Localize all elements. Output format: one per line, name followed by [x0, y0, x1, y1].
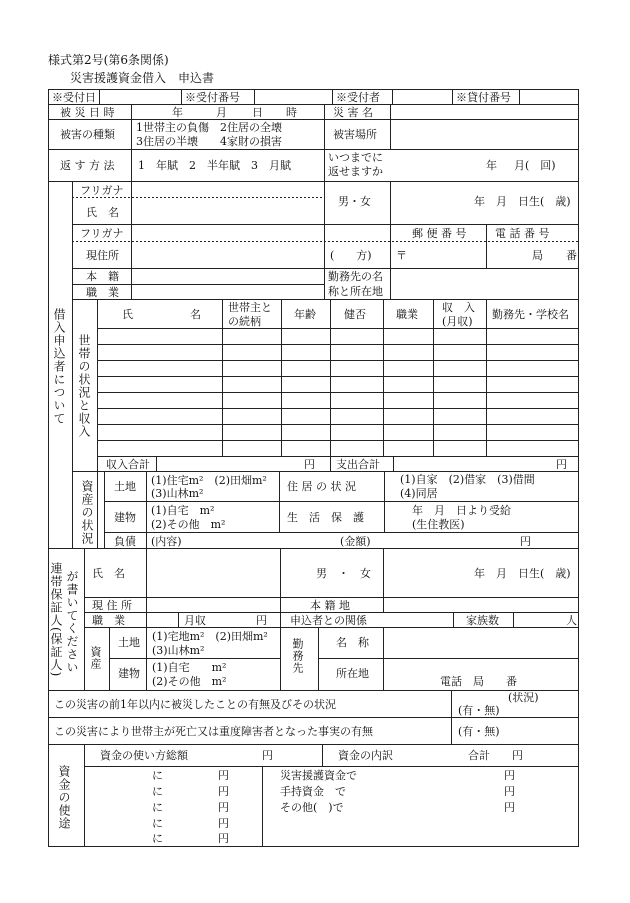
householder-death-answer: (有・無): [458, 725, 500, 738]
funds-source-other: その他( )で: [280, 801, 344, 814]
workplace-label-2: 称と所在地: [328, 285, 383, 298]
disaster-datetime-label: 被 災 日 時: [60, 106, 115, 119]
guarantor-land-label: 土地: [118, 636, 140, 649]
persons-unit: 人: [566, 614, 577, 627]
income-total-yen: 円: [304, 458, 315, 471]
guarantor-income-label: 月収: [184, 614, 206, 627]
funds-source-yen: 円: [504, 769, 515, 782]
building-options-2: (2)その他 m²: [151, 518, 226, 531]
damage-type-options-2: 3住居の半壊 4家財の損害: [136, 135, 282, 148]
domicile-label: 本 籍: [86, 270, 119, 283]
furigana-label: フリガナ: [80, 184, 124, 197]
sex-label: 男・女: [338, 195, 371, 208]
phone-number-label: 電 話 番 号: [495, 227, 550, 240]
occupation-label: 職 業: [86, 286, 119, 299]
funds-use-line: に 円: [152, 817, 229, 830]
repay-until-1: いつまでに: [328, 151, 383, 164]
birth-label: 年 月 日生( 歳): [474, 195, 571, 208]
col-income-2: (月収): [442, 315, 473, 328]
funds-use-line: に 円: [152, 769, 229, 782]
col-name-1: 氏: [122, 308, 133, 321]
col-workplace: 勤務先・学校名: [492, 308, 569, 321]
question-prior-disaster: この災害の前1年以内に被災したことの有無及びその状況: [54, 698, 336, 711]
name-label: 氏 名: [86, 206, 119, 219]
repayment-method-label: 返 す 方 法: [60, 159, 115, 172]
guarantor-section-label: 連帯保証人(保証人): [49, 562, 63, 678]
reception-date-label: ※受付日: [52, 91, 96, 104]
family-count-label: 家族数: [466, 614, 499, 627]
welfare-since: 年 月 日より受給: [412, 504, 511, 517]
housing-options-2: (4)同居: [400, 487, 438, 500]
address-label: 現住所: [86, 249, 119, 262]
guarantor-birth-label: 年 月 日生( 歳): [474, 567, 571, 580]
guarantor-address-label: 現 住 所: [92, 599, 132, 612]
guarantor-land-options-1: (1)宅地m² (2)田畑m²: [152, 630, 268, 643]
workplace-label-1: 勤務先の名: [328, 270, 383, 283]
debt-yen: 円: [520, 535, 531, 548]
workplace-location-label: 所在地: [336, 667, 369, 680]
funds-source-yen: 円: [504, 801, 515, 814]
guarantor-land-options-2: (3)山林m²: [152, 644, 205, 657]
furigana-label-2: フリガナ: [80, 227, 124, 240]
damage-type-options-1: 1世帯主の負傷 2住居の全壊: [136, 121, 282, 134]
form-number: 様式第2号(第6条関係): [48, 53, 169, 67]
exchange-unit: 局: [532, 249, 543, 262]
loan-number-label: ※貸付番号: [456, 91, 511, 104]
funds-breakdown-label: 資金の内訳: [338, 749, 393, 762]
expense-total-yen: 円: [556, 458, 567, 471]
number-unit: 番: [566, 249, 577, 262]
question-householder-death: この災害により世帯主が死亡又は重度障害者となった事実の有無: [54, 725, 373, 738]
prior-disaster-answer: (有・無): [458, 704, 500, 717]
col-name-2: 名: [190, 308, 201, 321]
land-options-2: (3)山林m²: [151, 487, 204, 500]
welfare-label: 生 活 保 護: [287, 511, 364, 524]
housing-label: 住 居 の 状 況: [287, 480, 356, 493]
funds-use-line: に 円: [152, 785, 229, 798]
funds-use-line: に 円: [152, 801, 229, 814]
guarantor-sex-label: 男 ・ 女: [316, 567, 371, 580]
expense-total-label: 支出合計: [336, 458, 380, 471]
applicant-section-label: 借入申込者について: [52, 308, 66, 425]
welfare-types: (生住教医): [412, 518, 465, 531]
funds-total-label: 資金の使い方総額: [100, 749, 188, 762]
col-income-1: 収 入: [442, 301, 475, 314]
damage-place-label: 被害場所: [333, 128, 377, 141]
reception-person-label: ※受付者: [336, 91, 380, 104]
guarantor-building-label: 建物: [118, 667, 140, 680]
guarantor-workplace-label: 勤務先: [291, 638, 304, 674]
guarantor-building-options-1: (1)自宅 m²: [152, 661, 227, 674]
relation-label: 申込者との関係: [290, 614, 367, 627]
guarantor-name-label: 氏 名: [92, 567, 125, 580]
postal-code-label: 郵 便 番 号: [412, 227, 467, 240]
funds-source-own: 手持資金 で: [280, 785, 346, 798]
land-label: 土地: [114, 480, 136, 493]
col-relation-1: 世帯主と: [228, 301, 272, 314]
prior-disaster-status: (状況): [508, 691, 539, 704]
postal-mark: 〒: [396, 249, 407, 262]
damage-type-label: 被害の種類: [60, 128, 115, 141]
direction-label: ( 方): [330, 249, 372, 262]
col-health: 健否: [344, 308, 366, 321]
reception-number-label: ※受付番号: [185, 91, 240, 104]
col-age: 年齢: [294, 308, 316, 321]
repay-times: 月( 回): [514, 159, 556, 172]
repay-year-unit: 年: [486, 159, 497, 172]
guarantor-assets-label: 資産: [89, 646, 102, 670]
guarantor-domicile-label: 本 籍 地: [310, 599, 350, 612]
land-options-1: (1)住宅m² (2)田畑m²: [151, 474, 267, 487]
building-options-1: (1)自宅 m²: [151, 504, 215, 517]
building-label: 建物: [114, 511, 136, 524]
debt-label: 負債: [114, 535, 136, 548]
debt-content-label: (内容): [151, 535, 182, 548]
guarantor-income-yen: 円: [256, 614, 267, 627]
household-section-label: 世帯の状況と収入: [77, 334, 91, 438]
guarantor-building-options-2: (2)その他 m²: [152, 675, 227, 688]
funds-sum: 合計 円: [468, 749, 523, 762]
funds-source-relief: 災害援護資金で: [280, 769, 357, 782]
repay-until-2: 返せますか: [328, 165, 383, 178]
funds-use-line: に 円: [152, 832, 229, 845]
col-job: 職業: [396, 308, 418, 321]
guarantor-section-note: が書いてください: [65, 570, 79, 674]
repayment-options: 1 年賦 2 半年賦 3 月賦: [138, 159, 291, 172]
disaster-name-label: 災 害 名: [333, 106, 373, 119]
income-total-label: 収入合計: [106, 458, 150, 471]
hour-unit: 時: [286, 106, 297, 119]
col-relation-2: の続柄: [228, 315, 261, 328]
workplace-name-label: 名 称: [336, 636, 369, 649]
guarantor-occupation-label: 職 業: [92, 614, 125, 627]
housing-options-1: (1)自家 (2)借家 (3)借間: [400, 473, 535, 486]
assets-section-label: 資産の状況: [80, 480, 94, 545]
funds-total-yen: 円: [262, 749, 273, 762]
debt-amount-label: (金額): [340, 535, 371, 548]
workplace-phone-label: 電話 局 番: [440, 675, 517, 688]
month-unit: 月: [216, 106, 227, 119]
form-title: 災害援護資金借入 申込書: [70, 71, 215, 85]
funds-section-label: 資金の使途: [57, 765, 71, 830]
year-unit: 年: [172, 106, 183, 119]
day-unit: 日: [252, 106, 263, 119]
funds-source-yen: 円: [504, 785, 515, 798]
